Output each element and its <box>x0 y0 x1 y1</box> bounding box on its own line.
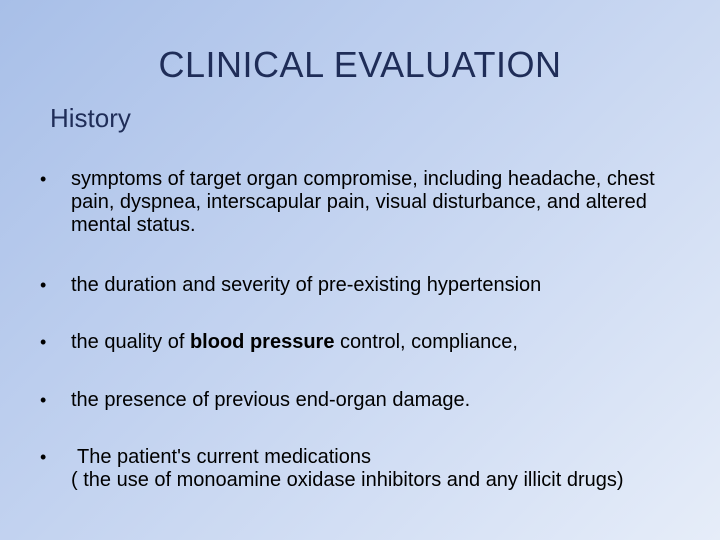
bullet-text-line1: The patient's current medications <box>77 446 371 468</box>
bullet-dot-icon: • <box>40 390 47 410</box>
list-item <box>40 274 680 297</box>
list-item <box>40 389 680 412</box>
slide-subtitle: History <box>50 103 131 133</box>
bullet-text <box>71 331 680 354</box>
bullet-dot-icon: • <box>40 169 47 189</box>
bullet-text-line2: ( the use of monoamine oxidase inhibitors and any illicit drugs) <box>71 469 624 491</box>
list-item <box>40 446 680 492</box>
bullet-text: the duration and severity of pre-existing hypertension <box>71 274 542 296</box>
bullet-dot-icon: • <box>40 332 47 352</box>
bullet-text <box>71 446 680 492</box>
bullet-dot-icon: • <box>40 275 47 295</box>
bullet-text: symptoms of target organ compromise, including headache, chest pain, dyspnea, interscapular pain, visual disturbance, and altered mental status. <box>71 168 655 236</box>
bullet-text-bold: blood pressure <box>189 331 335 353</box>
bullet-dot-icon: • <box>40 447 47 467</box>
list-item <box>40 168 680 237</box>
bullet-text: the presence of previous end-organ damage. <box>71 389 471 411</box>
list-item <box>40 331 680 354</box>
slide-title: CLINICAL EVALUATION <box>158 44 562 85</box>
bullet-text-before: the quality of <box>71 331 190 353</box>
bullet-text-after: control, compliance, <box>334 331 518 353</box>
